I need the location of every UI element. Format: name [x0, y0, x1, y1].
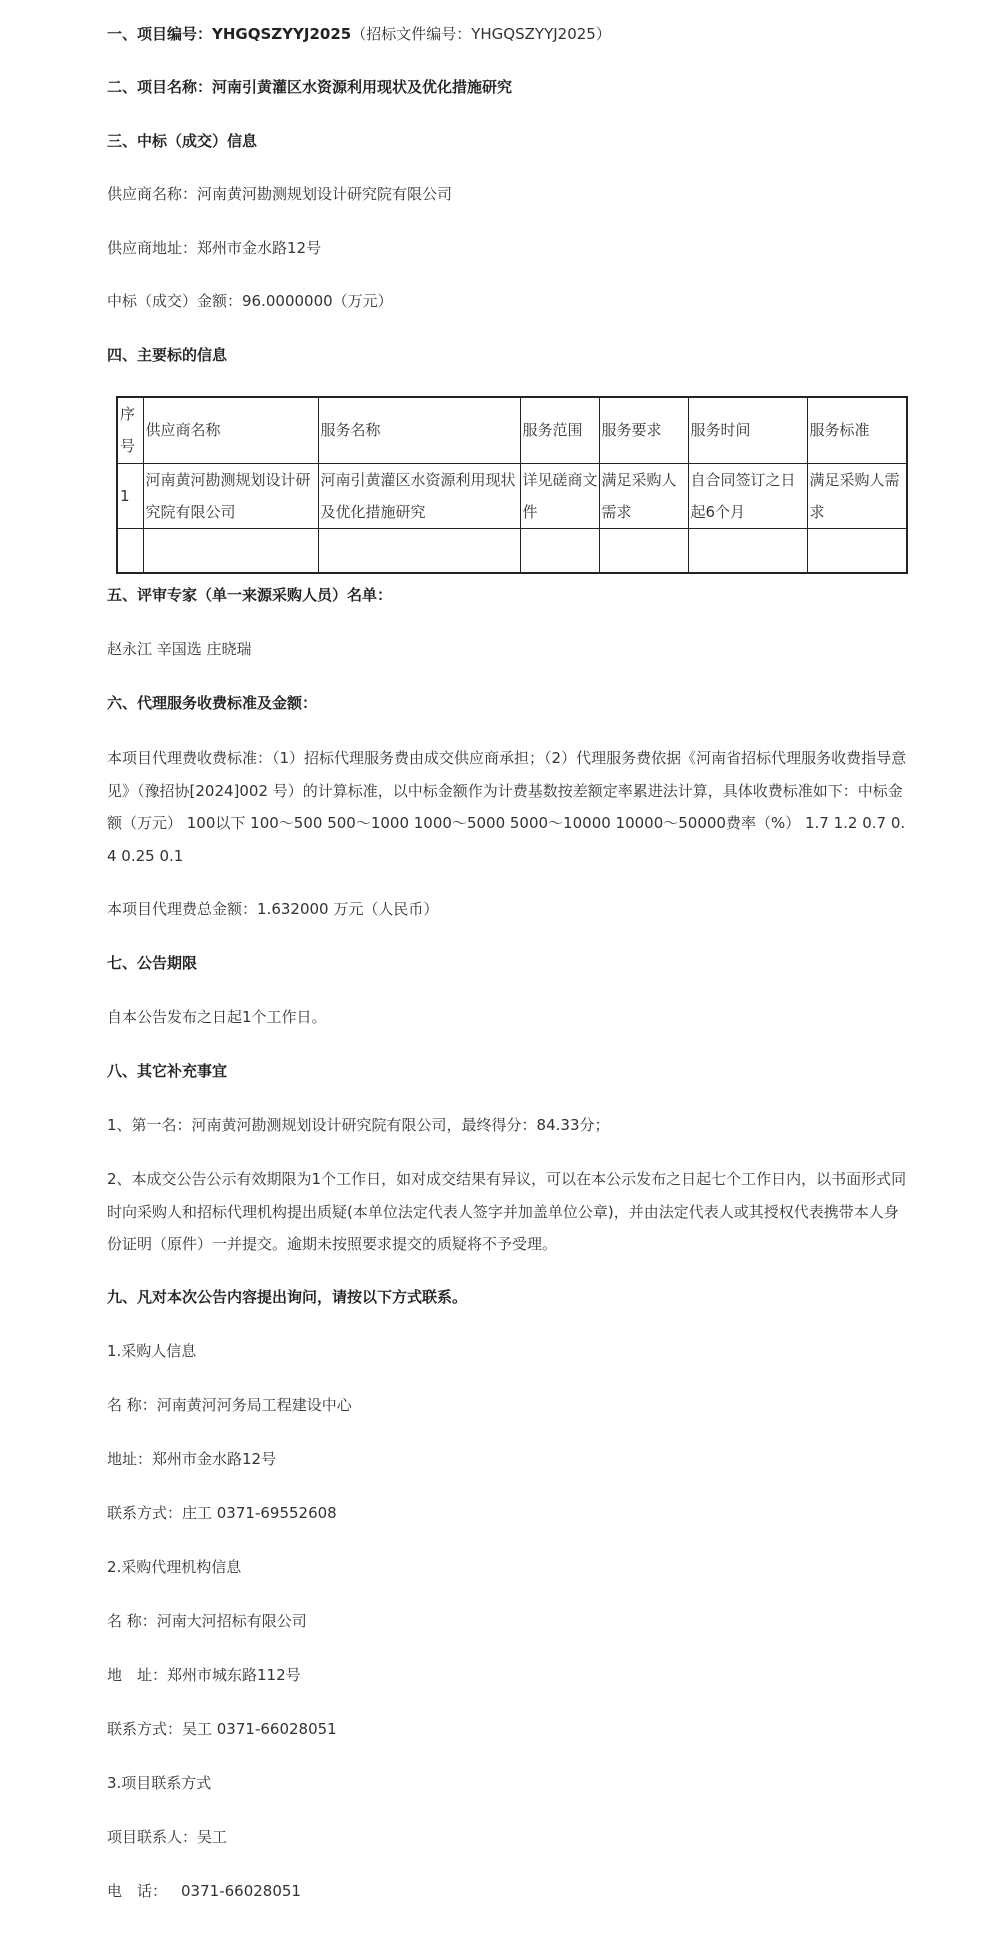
award-amount — [107, 288, 393, 314]
section-heading-award-info: 三、中标（成交）信息 — [107, 132, 258, 150]
project-name-value: 河南引黄灌区水资源利用现状及优化措施研究 — [212, 78, 513, 96]
agency-fee-standard: 本项目代理费收费标准：（1）招标代理服务费由成交供应商承担；（2）代理服务费依据《河南省招标代理服务收费指导意见》（豫招协[2024]002 号）的计算标准，以中标金额作为计费基数按差额定率累进法计算，具体收费标准如下：中标金额（万元） 100以下 100～500 500～1000 1000～5000 5000～10000 10000～50000费率（%） 1.7 1.2 0.7 0.4 0.25 0.1 — [107, 749, 907, 865]
project-phone-value: 0371-66028051 — [181, 1882, 301, 1900]
expert-names: 赵永江 辛国选 庄晓瑞 — [107, 640, 252, 658]
project-phone-label: 电 话： — [107, 1882, 168, 1900]
cell-no: 1 — [117, 463, 143, 529]
supplementary-item-1: 1、第一名：河南黄河勘测规划设计研究院有限公司，最终得分：84.33分； — [107, 1116, 610, 1134]
purchaser-info-title: 1.采购人信息 — [107, 1342, 197, 1360]
notice-period-text: 自本公告发布之日起1个工作日。 — [107, 1008, 327, 1026]
agency-contact: 联系方式：吴工 0371-66028051 — [107, 1720, 337, 1738]
purchaser-contact: 联系方式：庄工 0371-69552608 — [107, 1504, 337, 1522]
section-heading-agency-fee: 六、代理服务收费标准及金额： — [107, 694, 318, 712]
header-supplier: 供应商名称 — [143, 397, 318, 463]
supplier-name-label: 供应商名称： — [107, 185, 198, 203]
supplier-name-value: 河南黄河勘测规划设计研究院有限公司 — [197, 185, 453, 203]
cell-standard: 满足采购人需求 — [807, 463, 907, 529]
cell-time: 自合同签订之日起6个月 — [688, 463, 807, 529]
table-row-empty — [117, 529, 907, 573]
project-number-value: YHGQSZYYJ2025 — [212, 25, 352, 43]
main-items-table — [116, 396, 908, 574]
cell-service: 河南引黄灌区水资源利用现状及优化措施研究 — [318, 463, 520, 529]
section-heading-experts: 五、评审专家（单一来源采购人员）名单： — [107, 586, 393, 604]
agency-address-value: 郑州市城东路112号 — [167, 1666, 301, 1684]
project-name — [107, 74, 512, 100]
project-contact-title: 3.项目联系方式 — [107, 1774, 212, 1792]
project-contact-person: 项目联系人：吴工 — [107, 1828, 228, 1846]
section-heading-supplementary: 八、其它补充事宜 — [107, 1062, 228, 1080]
cell-scope: 详见磋商文件 — [520, 463, 599, 529]
project-number-label: 一、项目编号： — [107, 25, 213, 43]
supplier-name — [107, 181, 452, 207]
header-service: 服务名称 — [318, 397, 520, 463]
agency-address — [107, 1662, 301, 1688]
header-requirement: 服务要求 — [599, 397, 688, 463]
supplementary-item-2: 2、本成交公告公示有效期限为1个工作日，如对成交结果有异议，可以在本公示发布之日起七个工作日内，以书面形式同时向采购人和招标代理机构提出质疑(本单位法定代表人签字并加盖单位公章)，并由法定代表人或其授权代表携带本人身份证明（原件）一并提交。逾期未按照要求提交的质疑将不予受理。 — [107, 1170, 907, 1253]
agency-address-label: 地 址： — [107, 1666, 168, 1684]
project-phone — [107, 1878, 301, 1904]
table-row — [117, 463, 907, 529]
header-no: 序号 — [117, 397, 143, 463]
supplier-address-value: 郑州市金水路12号 — [197, 239, 322, 257]
table-header-row — [117, 397, 907, 463]
award-amount-label: 中标（成交）金额： — [107, 292, 243, 310]
agency-fee-total: 本项目代理费总金额：1.632000 万元（人民币） — [107, 900, 439, 918]
cell-supplier: 河南黄河勘测规划设计研究院有限公司 — [143, 463, 318, 529]
agency-name: 名 称：河南大河招标有限公司 — [107, 1612, 307, 1630]
award-amount-value: 96.0000000（万元） — [242, 292, 393, 310]
section-heading-main-items: 四、主要标的信息 — [107, 346, 228, 364]
purchaser-name: 名 称：河南黄河河务局工程建设中心 — [107, 1396, 352, 1414]
section-heading-contact: 九、凡对本次公告内容提出询问，请按以下方式联系。 — [107, 1288, 468, 1306]
section-heading-notice-period: 七、公告期限 — [107, 954, 198, 972]
supplier-address-label: 供应商地址： — [107, 239, 198, 257]
supplier-address — [107, 235, 321, 261]
project-name-label: 二、项目名称： — [107, 78, 213, 96]
header-standard: 服务标准 — [807, 397, 907, 463]
agency-info-title: 2.采购代理机构信息 — [107, 1558, 242, 1576]
header-time: 服务时间 — [688, 397, 807, 463]
project-number — [107, 21, 611, 47]
tender-file-number: （招标文件编号：YHGQSZYYJ2025） — [351, 25, 611, 43]
purchaser-address: 地址：郑州市金水路12号 — [107, 1450, 277, 1468]
header-scope: 服务范围 — [520, 397, 599, 463]
cell-requirement: 满足采购人需求 — [599, 463, 688, 529]
